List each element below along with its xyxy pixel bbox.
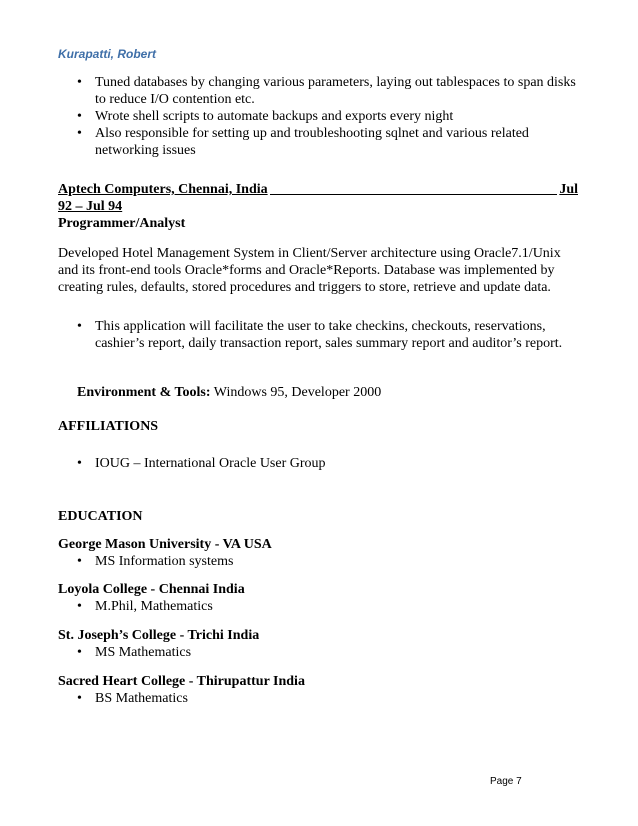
affiliations-list (58, 455, 578, 472)
job-dates-start: Jul (559, 182, 578, 197)
bullet-icon: • (77, 599, 82, 614)
job-dates-end: 92 – Jul 94 (58, 199, 123, 214)
environment-tools (58, 384, 597, 401)
list-item (58, 598, 578, 615)
list-item: • This application will facilitate the user to take checkins, checkouts, reservations, cashier’s report, daily transaction report, sales summary report and auditor’s report. (77, 319, 563, 351)
company-name: Aptech Computers, Chennai, India (58, 182, 268, 197)
job-description: Developed Hotel Management System in Client/Server architecture using Oracle7.1/Unix and its front-end tools Oracle*forms and Oracle*Reports. Database was implemented by creating rules, defaults, stored procedures and triggers to store, retrieve and update data. (58, 246, 561, 295)
school-name: St. Joseph’s College - Trichi India (58, 628, 260, 643)
page-number: Page 7 (490, 776, 522, 787)
list-item: • Wrote shell scripts to automate backups and exports every night (77, 109, 454, 124)
degree: MS Information systems (95, 554, 234, 569)
education-entry (58, 536, 578, 570)
list-item: • IOUG – International Oracle User Group (77, 456, 326, 471)
degree: MS Mathematics (95, 645, 192, 660)
bullet-icon: • (77, 456, 82, 471)
bullet-icon: • (77, 319, 82, 334)
job-title: Programmer/Analyst (58, 216, 186, 231)
affiliations-heading: AFFILIATIONS (58, 419, 159, 434)
education-entry (58, 673, 578, 707)
bullet-icon: • (77, 126, 82, 141)
env-value: Windows 95, Developer 2000 (210, 385, 382, 400)
bullet-icon: • (77, 109, 82, 124)
bullet-icon: • (77, 554, 82, 569)
education-entry (58, 627, 578, 661)
degree: BS Mathematics (95, 691, 188, 706)
page-header-name: Kurapatti, Robert (58, 47, 157, 61)
job-header (58, 181, 578, 232)
bullet-icon: • (77, 645, 82, 660)
bullet-icon: • (77, 691, 82, 706)
school-name: Sacred Heart College - Thirupattur India (58, 674, 305, 689)
bullet-icon: • (77, 75, 82, 90)
list-item: • Tuned databases by changing various parameters, laying out tablespaces to span disks to reduce I/O contention etc. (77, 75, 576, 107)
education-entry (58, 581, 578, 615)
list-item (58, 644, 578, 661)
list-item (58, 553, 578, 570)
school-name: George Mason University - VA USA (58, 537, 272, 552)
experience-bullets (58, 74, 578, 159)
education-heading: EDUCATION (58, 509, 143, 524)
degree: M.Phil, Mathematics (95, 599, 213, 614)
list-item (58, 690, 578, 707)
env-label: Environment & Tools: (77, 385, 211, 400)
school-name: Loyola College - Chennai India (58, 582, 245, 597)
job-bullets (58, 318, 578, 352)
list-item: • Also responsible for setting up and troubleshooting sqlnet and various related networking issues (77, 126, 529, 158)
